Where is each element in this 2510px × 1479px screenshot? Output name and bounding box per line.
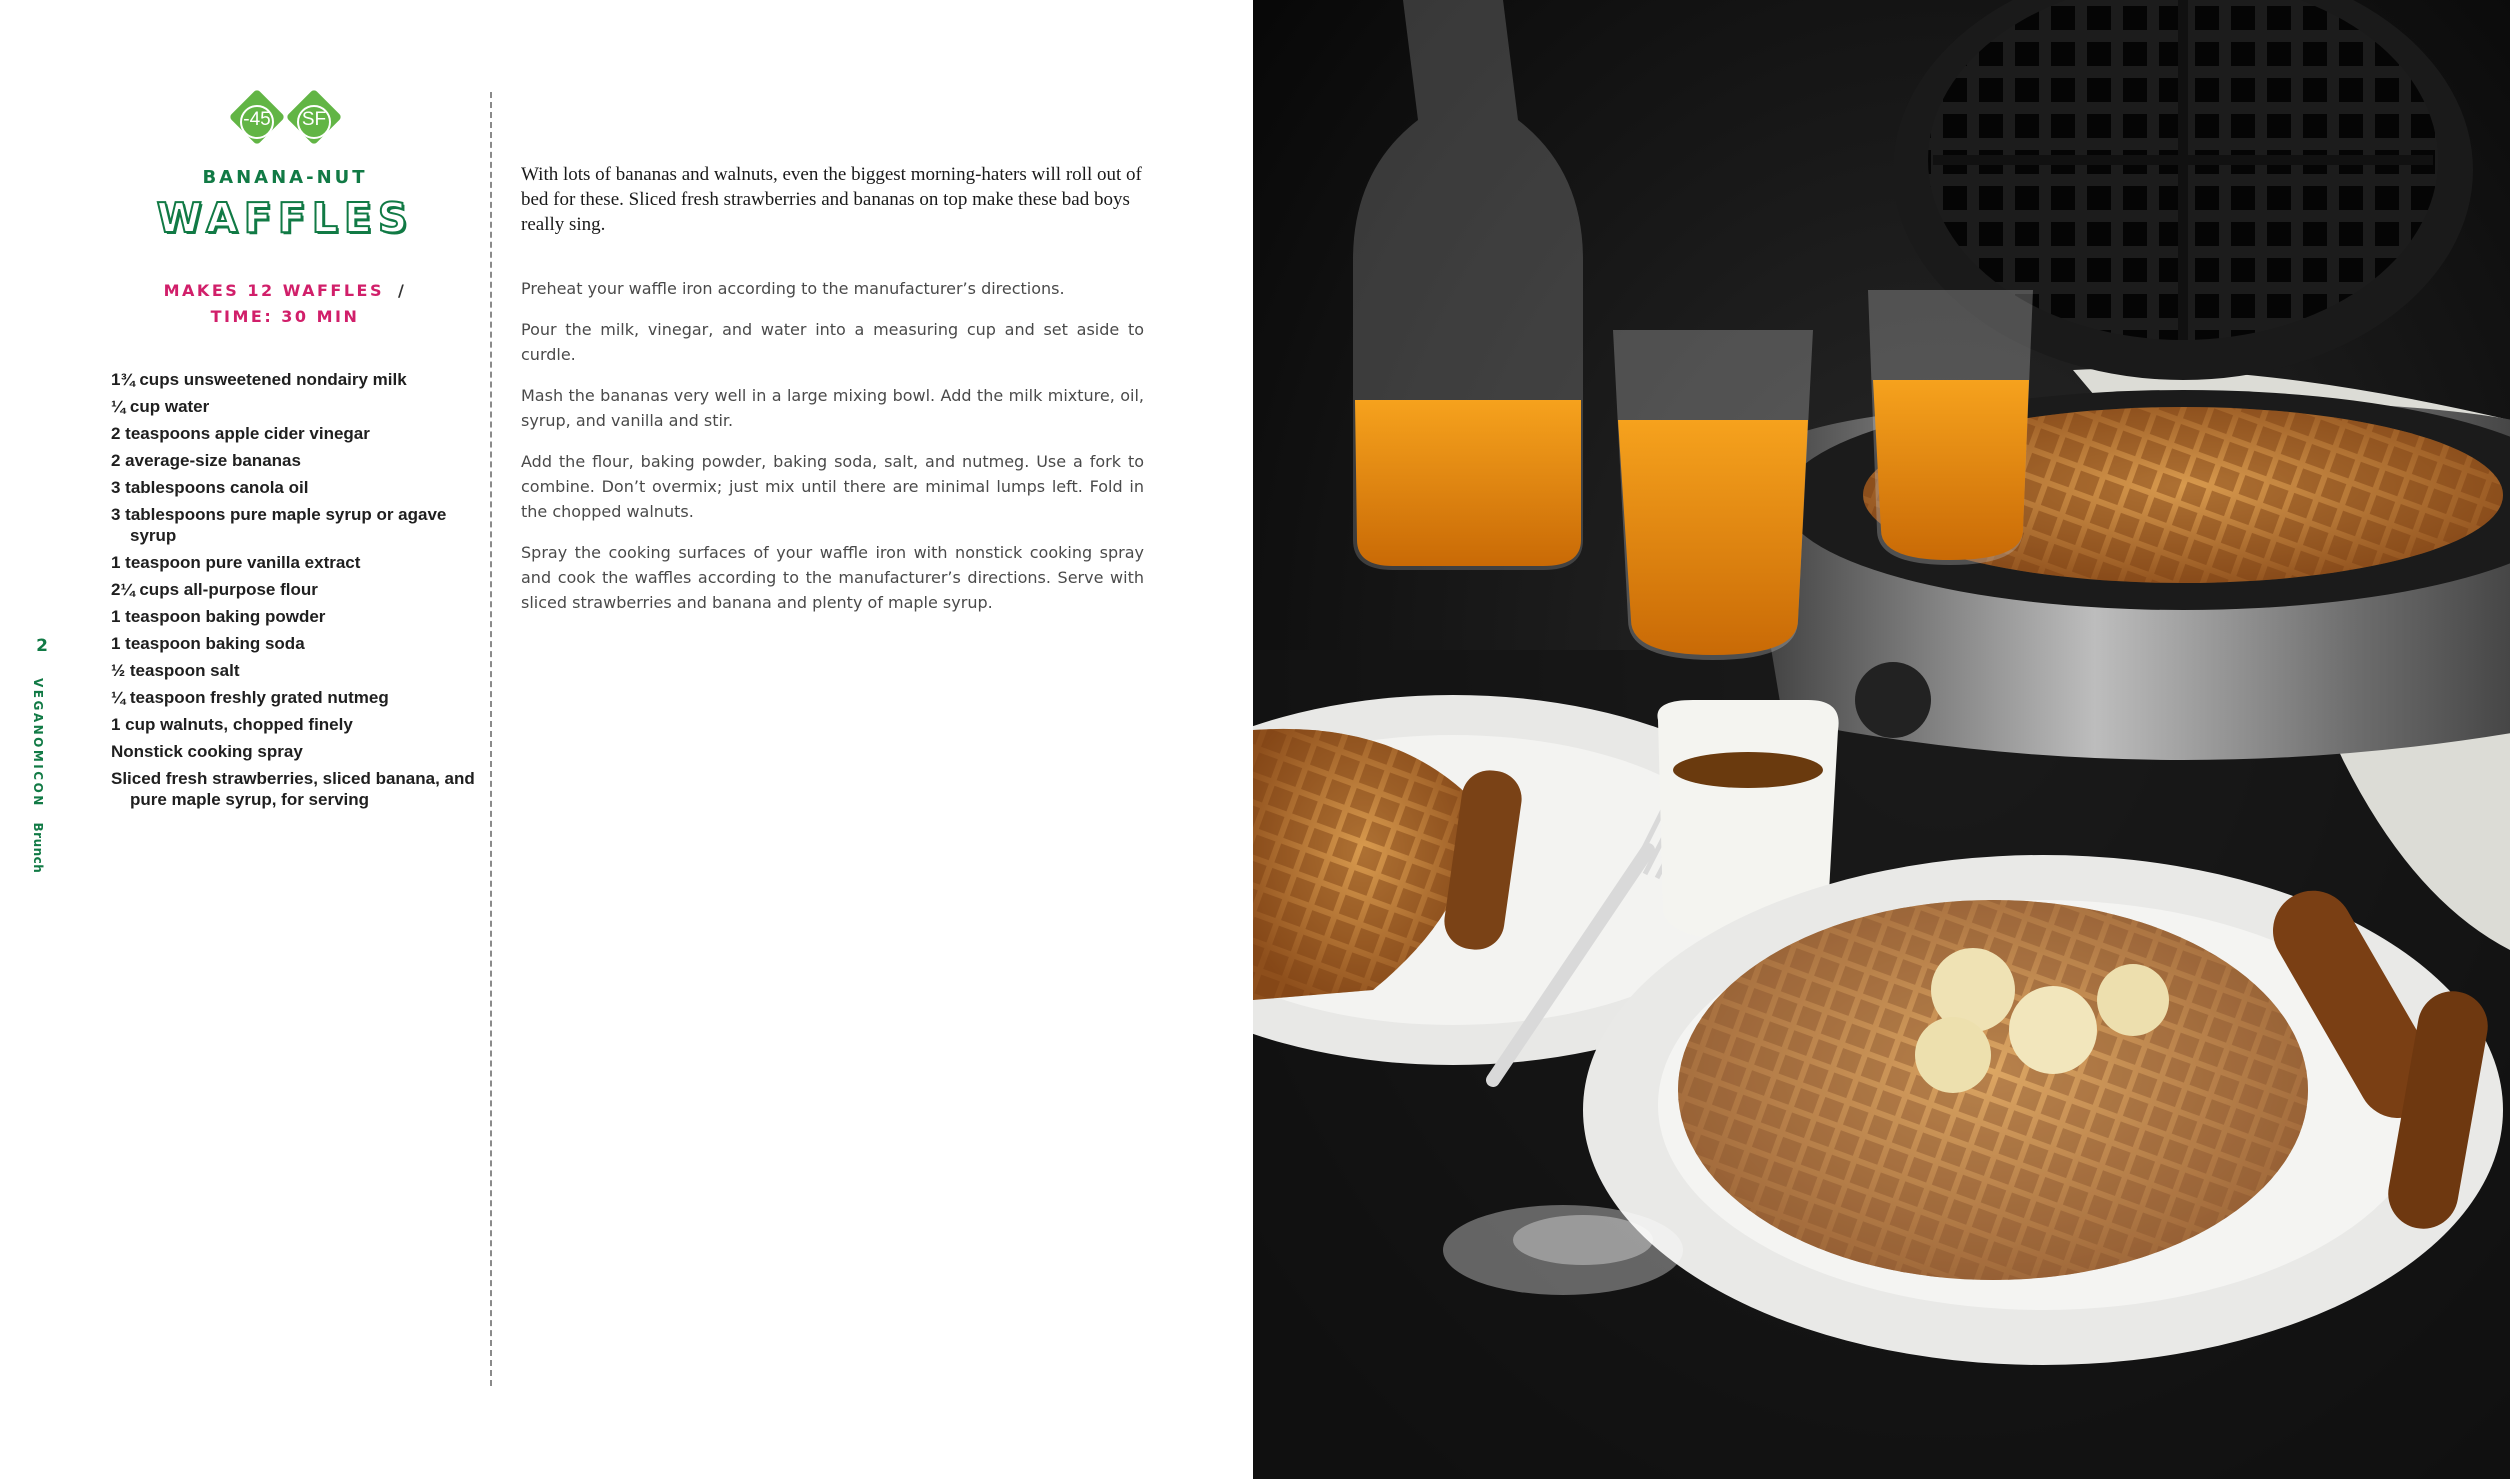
ingredient-list xyxy=(111,369,477,816)
recipe-time: TIME: 30 MIN xyxy=(210,307,360,326)
soy-free-badge-label: SF xyxy=(301,109,327,130)
column-divider xyxy=(490,92,492,1386)
ingredient-item: 1 teaspoon baking powder xyxy=(111,607,326,626)
ingredient-item: 2 teaspoons apple cider vinegar xyxy=(111,424,370,443)
recipe-badges xyxy=(228,91,344,149)
chapter-name: Brunch xyxy=(31,822,45,874)
recipe-yield: MAKES 12 WAFFLES xyxy=(163,281,385,300)
recipe-step: Add the flour, baking powder, baking soda, salt, and nutmeg. Use a fork to combine. Don’t overmix; just mix until there are minimal lumps left. Fold in the chopped walnuts. xyxy=(521,452,1144,521)
ingredient-item: 1 cup walnuts, chopped finely xyxy=(111,715,353,734)
ingredient-item: 2¼ cups all-purpose flour xyxy=(111,580,318,599)
ingredient-item: 3 tablespoons pure maple syrup or agave syrup xyxy=(111,505,447,545)
ingredient-item: ¼ cup water xyxy=(111,397,210,416)
ingredient-item: 1 teaspoon baking soda xyxy=(111,634,305,653)
recipe-steps xyxy=(521,276,1144,631)
recipe-page xyxy=(0,0,1253,1479)
recipe-step: Mash the bananas very well in a large mixing bowl. Add the milk mixture, oil, syrup, and vanilla and stir. xyxy=(521,386,1144,430)
ingredient-item: Nonstick cooking spray xyxy=(111,742,303,761)
ingredient-item: Sliced fresh strawberries, sliced banana, and pure maple syrup, for serving xyxy=(111,769,475,809)
book-title: VEGANOMICON xyxy=(31,678,45,808)
recipe-kicker: BANANA-NUT xyxy=(202,167,368,188)
page-number: 2 xyxy=(36,636,48,656)
yield-separator: / xyxy=(398,281,407,300)
recipe-title: WAFFLES xyxy=(156,194,414,242)
recipe-yield-time xyxy=(0,278,570,330)
recipe-step: Pour the milk, vinegar, and water into a measuring cup and set aside to curdle. xyxy=(521,320,1144,364)
recipe-step: Preheat your waffle iron according to the manufacturer’s directions. xyxy=(521,279,1065,298)
recipe-step: Spray the cooking surfaces of your waffle iron with nonstick cooking spray and cook the waffles according to the manufacturer’s directions. Serve with sliced strawberries and banana and plenty of maple syrup. xyxy=(521,543,1144,612)
ingredient-item: ½ teaspoon salt xyxy=(111,661,240,680)
ingredient-item: ¼ teaspoon freshly grated nutmeg xyxy=(111,688,389,707)
time-badge-label: -45 xyxy=(243,109,271,130)
recipe-intro: With lots of bananas and walnuts, even the biggest morning-haters will roll out of bed for these. Sliced fresh strawberries and bananas on top make these bad boys really sing. xyxy=(521,164,1142,235)
running-head xyxy=(29,678,45,874)
waffle-breakfast-photo xyxy=(1253,0,2510,1479)
ingredient-item: 2 average-size bananas xyxy=(111,451,301,470)
photo-illustration xyxy=(1253,0,2510,1479)
ingredient-item: 1 teaspoon pure vanilla extract xyxy=(111,553,361,572)
ingredient-item: 1¾ cups unsweetened nondairy milk xyxy=(111,370,407,389)
ingredient-item: 3 tablespoons canola oil xyxy=(111,478,309,497)
